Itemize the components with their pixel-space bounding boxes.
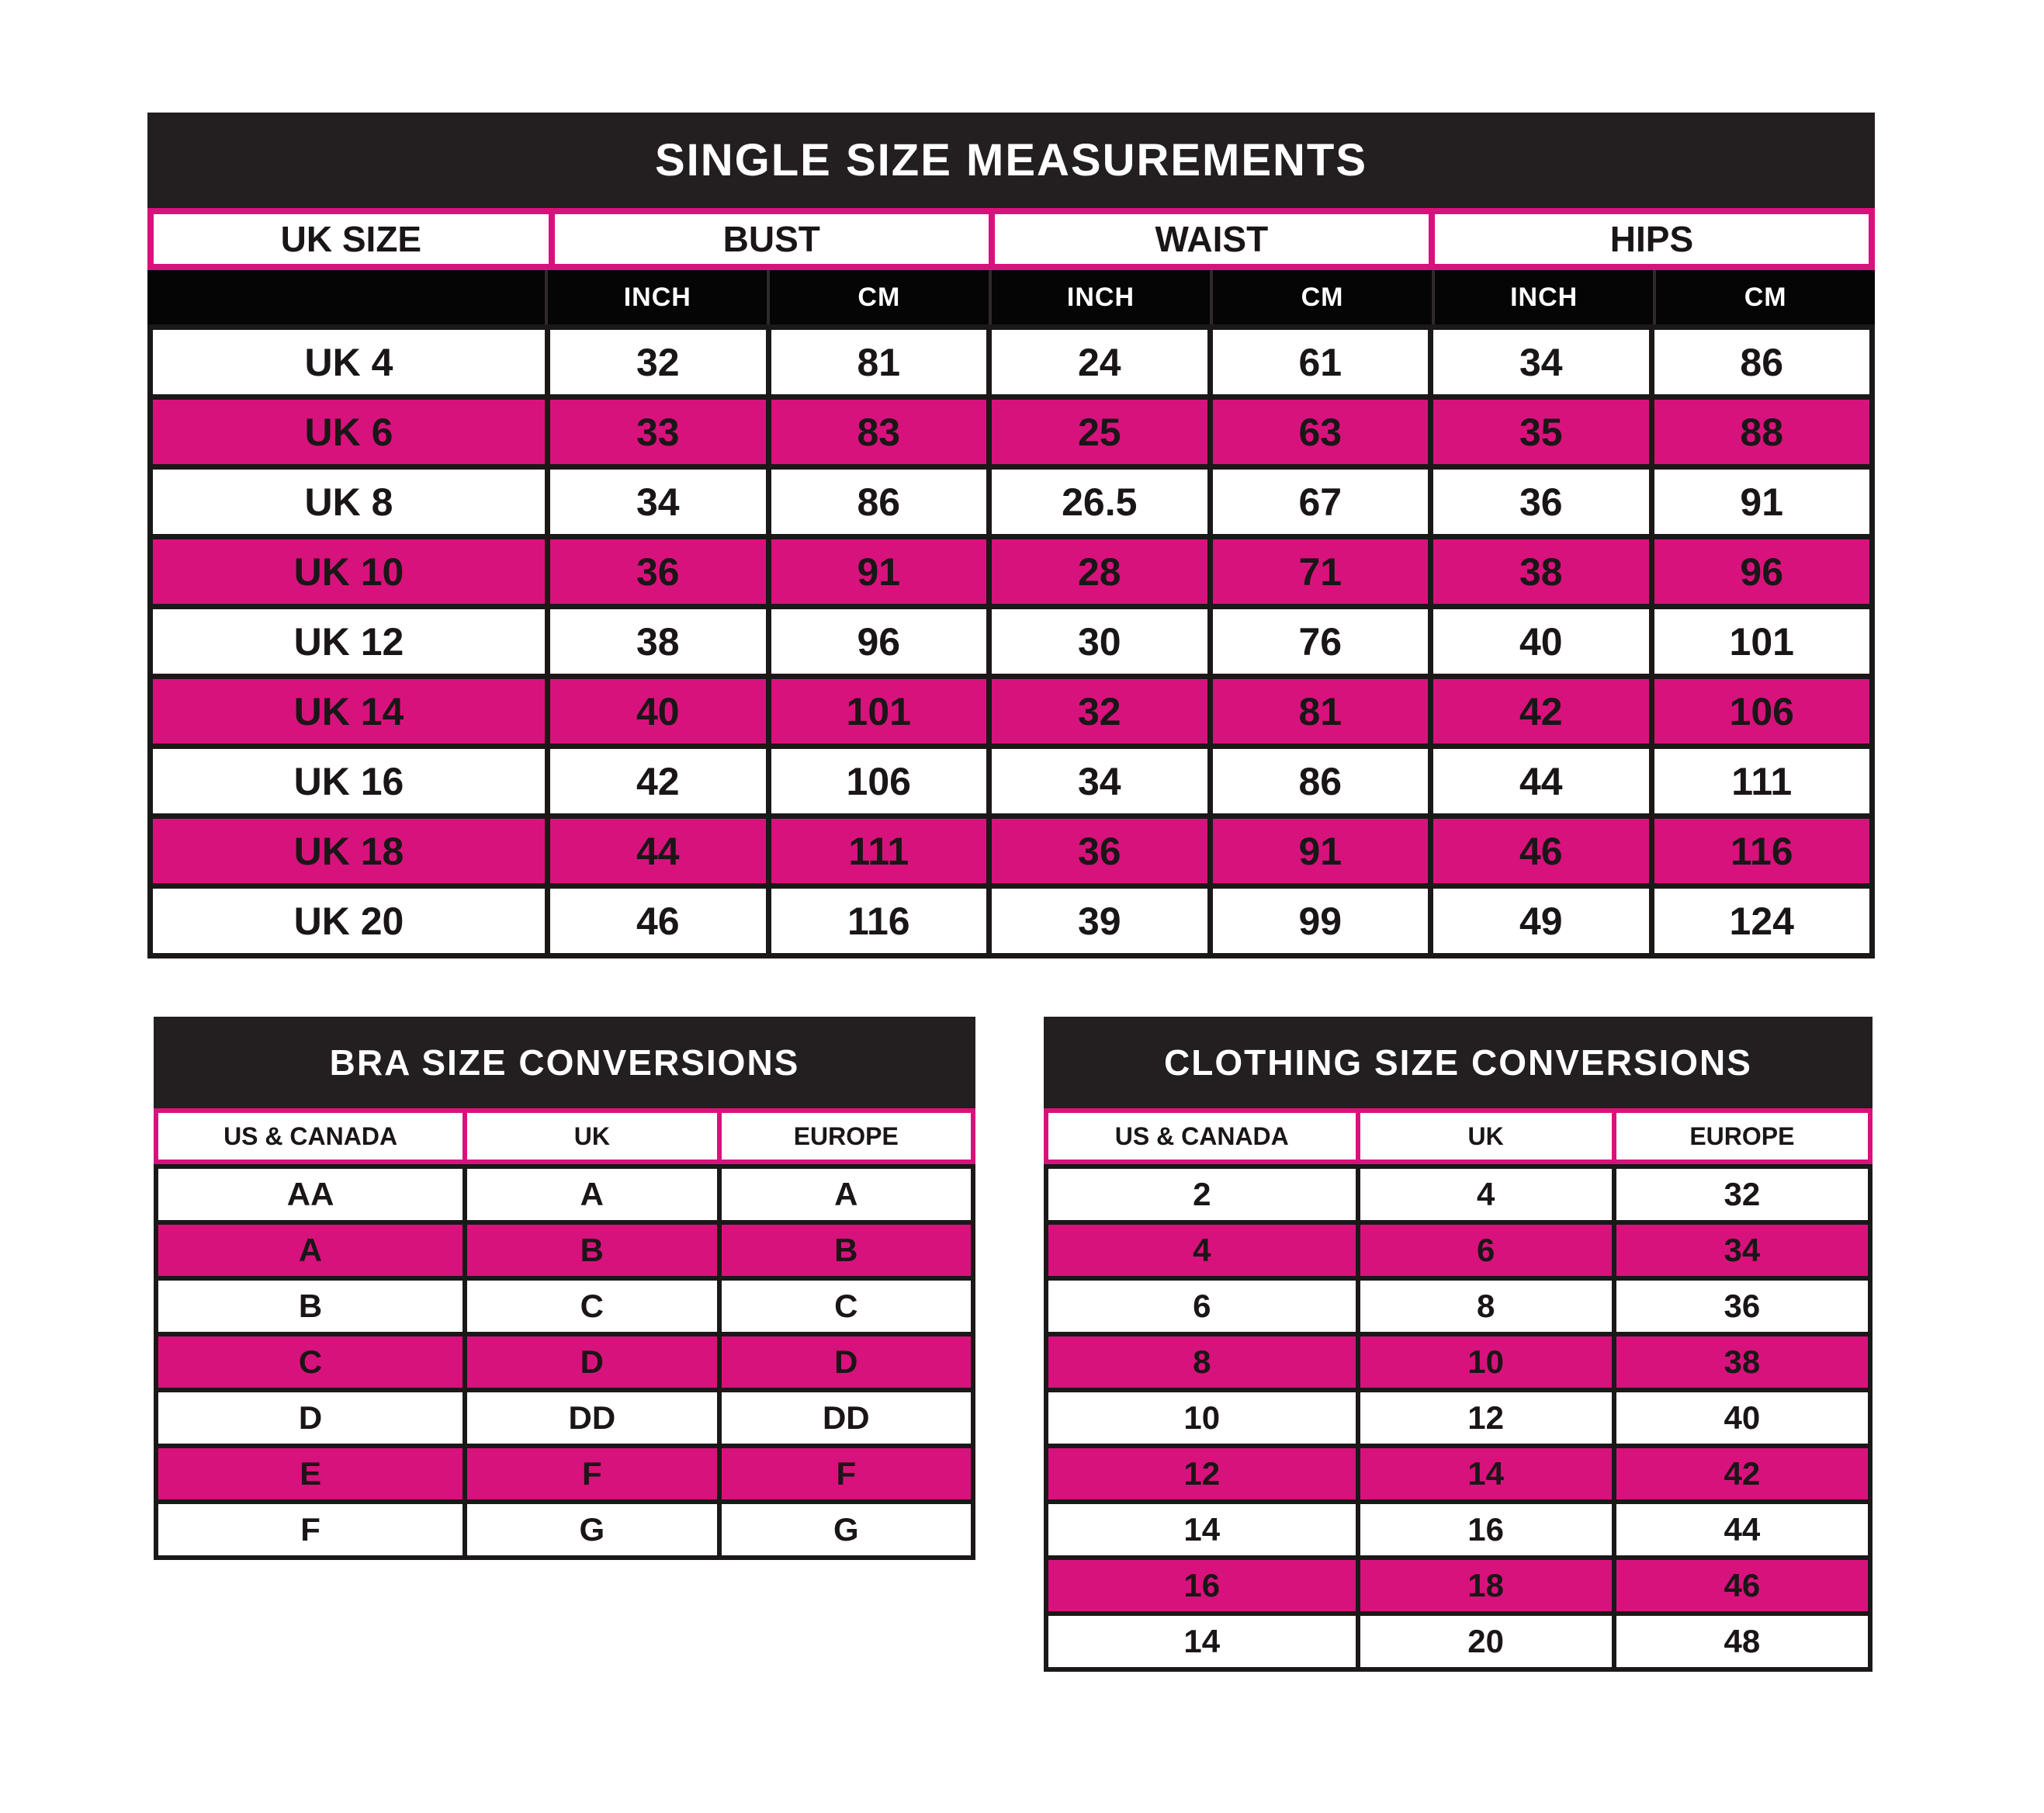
size-value-cell: 8 <box>1048 1336 1356 1388</box>
size-value-cell: 12 <box>1048 1448 1356 1499</box>
measurement-cell: 34 <box>550 470 766 534</box>
size-value-cell: 34 <box>1616 1225 1868 1276</box>
measurement-cell: 38 <box>550 609 766 674</box>
measurement-cell: 91 <box>1213 819 1428 883</box>
measurement-cell: 67 <box>1213 470 1428 534</box>
region-header: EUROPE <box>1616 1113 1868 1160</box>
size-value-cell: 14 <box>1048 1504 1356 1555</box>
bra-size-title: BRA SIZE CONVERSIONS <box>329 1042 800 1083</box>
clothing-size-table <box>1044 1017 1873 1672</box>
size-value-cell: B <box>158 1281 462 1332</box>
measurement-cell: 49 <box>1433 889 1649 953</box>
measurement-cell: 86 <box>771 470 986 534</box>
size-value-cell: 4 <box>1048 1225 1356 1276</box>
size-value-cell: C <box>722 1281 971 1332</box>
size-value-cell: B <box>467 1225 716 1276</box>
size-value-cell: 32 <box>1616 1169 1868 1220</box>
size-value-cell: 40 <box>1616 1392 1868 1444</box>
measurement-cell: 81 <box>1213 679 1428 744</box>
size-value-cell: 48 <box>1616 1616 1868 1667</box>
measurement-cell: 96 <box>1654 539 1869 604</box>
measurement-cell: 101 <box>771 679 986 744</box>
measurement-cell: 71 <box>1213 539 1428 604</box>
measurement-cell: 24 <box>992 330 1207 394</box>
measurement-cell: 35 <box>1433 400 1649 464</box>
measurement-cell: 86 <box>1654 330 1869 394</box>
measurement-cell: 46 <box>1433 819 1649 883</box>
measurement-cell: 106 <box>1654 679 1869 744</box>
uk-size-cell: UK 10 <box>153 539 545 604</box>
measurement-cell: 30 <box>992 609 1207 674</box>
region-header: EUROPE <box>722 1113 971 1160</box>
size-value-cell: A <box>467 1169 716 1220</box>
measurement-cell: 83 <box>771 400 986 464</box>
size-value-cell: 4 <box>1360 1169 1612 1220</box>
size-value-cell: DD <box>467 1392 716 1444</box>
measurement-cell: 38 <box>1433 539 1649 604</box>
size-value-cell: G <box>722 1504 971 1555</box>
bra-size-title-bar <box>154 1017 975 1108</box>
measurement-cell: 101 <box>1654 609 1869 674</box>
column-group-header: HIPS <box>1435 214 1869 264</box>
size-value-cell: A <box>722 1169 971 1220</box>
region-header: UK <box>1360 1113 1612 1160</box>
size-value-cell: 6 <box>1360 1225 1612 1276</box>
size-value-cell: 42 <box>1616 1448 1868 1499</box>
measurement-cell: 76 <box>1213 609 1428 674</box>
size-value-cell: D <box>467 1336 716 1388</box>
unit-header: CM <box>1656 270 1875 324</box>
measurement-cell: 86 <box>1213 749 1428 813</box>
uk-size-cell: UK 8 <box>153 470 545 534</box>
size-value-cell: 2 <box>1048 1169 1356 1220</box>
measurement-cell: 36 <box>550 539 766 604</box>
size-value-cell: AA <box>158 1169 462 1220</box>
bra-size-rows <box>154 1164 975 1560</box>
unit-header: CM <box>1213 270 1432 324</box>
clothing-size-header-row <box>1044 1108 1873 1164</box>
measurement-cell: 36 <box>992 819 1207 883</box>
measurement-cell: 32 <box>992 679 1207 744</box>
size-value-cell: D <box>722 1336 971 1388</box>
uk-size-cell: UK 6 <box>153 400 545 464</box>
size-value-cell: 8 <box>1360 1281 1612 1332</box>
unit-header: INCH <box>992 270 1211 324</box>
size-value-cell: 12 <box>1360 1392 1612 1444</box>
size-value-cell: 18 <box>1360 1560 1612 1611</box>
measurement-cell: 34 <box>1433 330 1649 394</box>
size-value-cell: C <box>158 1336 462 1388</box>
uk-size-cell: UK 14 <box>153 679 545 744</box>
measurement-cell: 116 <box>771 889 986 953</box>
size-value-cell: A <box>158 1225 462 1276</box>
single-size-title-bar <box>147 113 1875 208</box>
measurement-cell: 42 <box>1433 679 1649 744</box>
measurement-cell: 36 <box>1433 470 1649 534</box>
unit-header: CM <box>770 270 989 324</box>
size-value-cell: F <box>158 1504 462 1555</box>
measurement-cell: 32 <box>550 330 766 394</box>
measurement-cell: 96 <box>771 609 986 674</box>
measurement-cell: 91 <box>771 539 986 604</box>
size-value-cell: 20 <box>1360 1616 1612 1667</box>
measurement-cell: 63 <box>1213 400 1428 464</box>
size-value-cell: 36 <box>1616 1281 1868 1332</box>
single-size-subheader-row <box>147 270 1875 324</box>
bra-size-header-row <box>154 1108 975 1164</box>
measurement-cell: 111 <box>771 819 986 883</box>
measurement-cell: 44 <box>550 819 766 883</box>
size-value-cell: 14 <box>1048 1616 1356 1667</box>
subheader-spacer <box>147 270 545 324</box>
size-value-cell: F <box>467 1448 716 1499</box>
clothing-size-title-bar <box>1044 1017 1873 1108</box>
single-size-header-row <box>147 208 1875 270</box>
region-header: US & CANADA <box>158 1113 462 1160</box>
measurement-cell: 46 <box>550 889 766 953</box>
size-value-cell: D <box>158 1392 462 1444</box>
column-group-header: BUST <box>555 214 989 264</box>
measurement-cell: 34 <box>992 749 1207 813</box>
measurement-cell: 111 <box>1654 749 1869 813</box>
uk-size-cell: UK 12 <box>153 609 545 674</box>
single-size-rows <box>147 324 1875 958</box>
measurement-cell: 39 <box>992 889 1207 953</box>
uk-size-cell: UK 18 <box>153 819 545 883</box>
size-value-cell: E <box>158 1448 462 1499</box>
measurement-cell: 81 <box>771 330 986 394</box>
measurement-cell: 28 <box>992 539 1207 604</box>
single-size-table <box>147 113 1875 958</box>
size-value-cell: 16 <box>1048 1560 1356 1611</box>
size-value-cell: C <box>467 1281 716 1332</box>
size-value-cell: DD <box>722 1392 971 1444</box>
measurement-cell: 26.5 <box>992 470 1207 534</box>
measurement-cell: 40 <box>1433 609 1649 674</box>
size-value-cell: 10 <box>1360 1336 1612 1388</box>
measurement-cell: 106 <box>771 749 986 813</box>
clothing-size-rows <box>1044 1164 1873 1672</box>
size-value-cell: 44 <box>1616 1504 1868 1555</box>
measurement-cell: 99 <box>1213 889 1428 953</box>
region-header: US & CANADA <box>1048 1113 1356 1160</box>
column-group-header: UK SIZE <box>154 214 549 264</box>
column-group-header: WAIST <box>995 214 1429 264</box>
measurement-cell: 91 <box>1654 470 1869 534</box>
uk-size-cell: UK 20 <box>153 889 545 953</box>
unit-header: INCH <box>548 270 767 324</box>
size-value-cell: 6 <box>1048 1281 1356 1332</box>
bra-size-table <box>154 1017 975 1560</box>
size-value-cell: 14 <box>1360 1448 1612 1499</box>
uk-size-cell: UK 4 <box>153 330 545 394</box>
unit-header: INCH <box>1435 270 1654 324</box>
single-size-title: SINGLE SIZE MEASUREMENTS <box>654 135 1368 185</box>
measurement-cell: 124 <box>1654 889 1869 953</box>
measurement-cell: 88 <box>1654 400 1869 464</box>
measurement-cell: 61 <box>1213 330 1428 394</box>
size-value-cell: 16 <box>1360 1504 1612 1555</box>
size-value-cell: B <box>722 1225 971 1276</box>
size-value-cell: 38 <box>1616 1336 1868 1388</box>
measurement-cell: 40 <box>550 679 766 744</box>
measurement-cell: 44 <box>1433 749 1649 813</box>
uk-size-cell: UK 16 <box>153 749 545 813</box>
measurement-cell: 33 <box>550 400 766 464</box>
clothing-size-title: CLOTHING SIZE CONVERSIONS <box>1164 1042 1752 1083</box>
size-value-cell: 46 <box>1616 1560 1868 1611</box>
size-value-cell: 10 <box>1048 1392 1356 1444</box>
measurement-cell: 116 <box>1654 819 1869 883</box>
size-value-cell: F <box>722 1448 971 1499</box>
region-header: UK <box>467 1113 716 1160</box>
measurement-cell: 42 <box>550 749 766 813</box>
size-value-cell: G <box>467 1504 716 1555</box>
measurement-cell: 25 <box>992 400 1207 464</box>
